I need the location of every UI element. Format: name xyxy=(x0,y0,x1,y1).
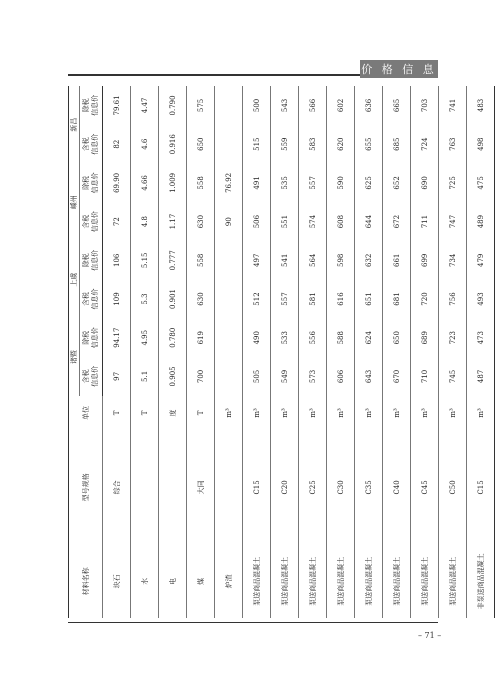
price-cell: 512 xyxy=(243,280,271,319)
material-name-cell: 炉渣 xyxy=(215,545,243,618)
price-cell: 620 xyxy=(327,125,355,164)
price-cell: 0.780 xyxy=(159,318,187,357)
unit-cell: 度 xyxy=(159,396,187,430)
price-cell: 598 xyxy=(327,241,355,280)
material-name-cell: 非泵送商品混凝土 xyxy=(467,545,495,618)
price-cell: 670 xyxy=(383,357,411,396)
price-cell: 672 xyxy=(383,202,411,241)
price-cell: 651 xyxy=(355,280,383,319)
price-cell: 583 xyxy=(299,125,327,164)
price-cell: 487 xyxy=(467,357,495,396)
price-cell: 650 xyxy=(187,125,215,164)
subheader-line: 除税 xyxy=(82,175,90,190)
unit-cell: m³ xyxy=(355,396,383,430)
price-cell xyxy=(215,280,243,319)
price-cell: 97 xyxy=(103,357,131,396)
col-header-spec: 型号规格 xyxy=(69,430,103,545)
price-table-wrapper xyxy=(68,86,485,618)
subheader-line: 信息价 xyxy=(91,327,99,349)
city-header: 嵊州 xyxy=(69,164,80,241)
table-row xyxy=(383,86,411,618)
price-cell: 661 xyxy=(383,241,411,280)
price-cell: 644 xyxy=(355,202,383,241)
spec-cell: C25 xyxy=(299,430,327,545)
price-cell: 763 xyxy=(439,125,467,164)
price-cell xyxy=(215,86,243,125)
spec-cell: C30 xyxy=(327,430,355,545)
price-cell: 655 xyxy=(355,125,383,164)
spec-cell: C20 xyxy=(271,430,299,545)
city-header: 诸暨 xyxy=(69,318,80,395)
unit-cell: m³ xyxy=(327,396,355,430)
price-cell: 643 xyxy=(355,357,383,396)
price-cell: 500 xyxy=(243,86,271,125)
section-title: 价 格 信 息 xyxy=(360,60,438,78)
price-cell: 106 xyxy=(103,241,131,280)
subheader-line: 信息价 xyxy=(91,365,99,387)
price-cell: 4.8 xyxy=(131,202,159,241)
price-cell: 109 xyxy=(103,280,131,319)
price-cell: 619 xyxy=(187,318,215,357)
table-row xyxy=(271,86,299,618)
subheader-incl-tax xyxy=(80,202,103,241)
price-cell: 581 xyxy=(299,280,327,319)
price-cell: 4.66 xyxy=(131,164,159,203)
subheader-line: 信息价 xyxy=(91,211,99,233)
price-cell: 497 xyxy=(243,241,271,280)
price-cell: 700 xyxy=(187,357,215,396)
material-name-cell: 泵送商品混凝土 xyxy=(243,545,271,618)
price-cell: 4.95 xyxy=(131,318,159,357)
price-cell: 557 xyxy=(299,164,327,203)
price-cell: 588 xyxy=(327,318,355,357)
price-cell: 725 xyxy=(439,164,467,203)
page-number: – 71 – xyxy=(418,631,442,640)
price-cell: 608 xyxy=(327,202,355,241)
table-row xyxy=(159,86,187,618)
price-cell: 498 xyxy=(467,125,495,164)
price-cell: 724 xyxy=(411,125,439,164)
price-cell: 630 xyxy=(187,202,215,241)
spec-cell: 大同 xyxy=(187,430,215,545)
price-cell xyxy=(215,357,243,396)
subheader-incl-tax xyxy=(80,280,103,319)
price-cell: 681 xyxy=(383,280,411,319)
price-cell: 0.790 xyxy=(159,86,187,125)
price-cell xyxy=(215,125,243,164)
table-row xyxy=(299,86,327,618)
col-header-name: 材料名称 xyxy=(69,545,103,618)
price-cell: 535 xyxy=(271,164,299,203)
price-cell: 699 xyxy=(411,241,439,280)
unit-cell: T xyxy=(187,396,215,430)
material-name-cell: 泵送商品混凝土 xyxy=(355,545,383,618)
material-name-cell: 水 xyxy=(131,545,159,618)
price-table xyxy=(68,86,495,618)
spec-cell: C15 xyxy=(243,430,271,545)
spec-cell: C15 xyxy=(467,430,495,545)
spec-cell xyxy=(159,430,187,545)
subheader-line: 含税 xyxy=(82,137,90,152)
footer-rule xyxy=(68,622,438,623)
price-cell: 90 xyxy=(215,202,243,241)
price-cell: 665 xyxy=(383,86,411,125)
table-row xyxy=(215,86,243,618)
material-name-cell: 泵送商品混凝土 xyxy=(439,545,467,618)
price-cell: 76.92 xyxy=(215,164,243,203)
price-cell: 551 xyxy=(271,202,299,241)
price-cell: 558 xyxy=(187,241,215,280)
price-cell: 0.901 xyxy=(159,280,187,319)
price-cell: 602 xyxy=(327,86,355,125)
price-cell: 5.15 xyxy=(131,241,159,280)
material-name-cell: 泵送商品混凝土 xyxy=(271,545,299,618)
price-cell: 606 xyxy=(327,357,355,396)
price-cell: 515 xyxy=(243,125,271,164)
price-cell: 652 xyxy=(383,164,411,203)
price-cell: 689 xyxy=(411,318,439,357)
price-cell: 710 xyxy=(411,357,439,396)
spec-cell: C40 xyxy=(383,430,411,545)
price-cell: 703 xyxy=(411,86,439,125)
price-cell xyxy=(215,241,243,280)
price-cell: 624 xyxy=(355,318,383,357)
price-cell: 490 xyxy=(243,318,271,357)
material-name-cell: 泵送商品混凝土 xyxy=(299,545,327,618)
price-cell: 1.009 xyxy=(159,164,187,203)
subheader-line: 除税 xyxy=(82,98,90,113)
price-cell: 533 xyxy=(271,318,299,357)
spec-cell xyxy=(215,430,243,545)
material-name-cell: 泵送商品混凝土 xyxy=(411,545,439,618)
price-cell: 564 xyxy=(299,241,327,280)
spec-cell: C50 xyxy=(439,430,467,545)
unit-cell: m³ xyxy=(439,396,467,430)
price-cell: 711 xyxy=(411,202,439,241)
price-cell: 72 xyxy=(103,202,131,241)
price-cell: 5.3 xyxy=(131,280,159,319)
price-cell: 1.17 xyxy=(159,202,187,241)
material-name-cell: 块石 xyxy=(103,545,131,618)
subheader-line: 信息价 xyxy=(91,172,99,194)
unit-cell: m³ xyxy=(243,396,271,430)
subheader-line: 信息价 xyxy=(91,94,99,116)
material-name-cell: 泵送商品混凝土 xyxy=(383,545,411,618)
price-cell: 630 xyxy=(187,280,215,319)
unit-cell: m³ xyxy=(467,396,495,430)
subheader-line: 信息价 xyxy=(91,249,99,271)
price-cell: 543 xyxy=(271,86,299,125)
price-cell: 685 xyxy=(383,125,411,164)
price-cell: 747 xyxy=(439,202,467,241)
table-row xyxy=(243,86,271,618)
unit-cell: m³ xyxy=(215,396,243,430)
subheader-line: 含税 xyxy=(82,292,90,307)
price-cell: 573 xyxy=(299,357,327,396)
price-cell: 650 xyxy=(383,318,411,357)
city-header: 新昌 xyxy=(69,86,80,164)
price-cell: 506 xyxy=(243,202,271,241)
col-header-unit: 单位 xyxy=(69,396,103,430)
price-cell: 741 xyxy=(439,86,467,125)
price-table-body xyxy=(103,86,495,618)
price-cell: 4.6 xyxy=(131,125,159,164)
price-cell: 557 xyxy=(271,280,299,319)
spec-cell: C45 xyxy=(411,430,439,545)
city-header: 上虞 xyxy=(69,241,80,318)
spec-cell: 综合 xyxy=(103,430,131,545)
subheader-excl-tax xyxy=(80,318,103,357)
unit-cell: m³ xyxy=(383,396,411,430)
price-cell: 566 xyxy=(299,86,327,125)
subheader-excl-tax xyxy=(80,241,103,280)
price-cell: 616 xyxy=(327,280,355,319)
price-cell: 0.905 xyxy=(159,357,187,396)
unit-cell: m³ xyxy=(299,396,327,430)
price-cell: 4.47 xyxy=(131,86,159,125)
price-cell: 493 xyxy=(467,280,495,319)
price-cell: 94.17 xyxy=(103,318,131,357)
price-cell: 5.1 xyxy=(131,357,159,396)
subheader-excl-tax xyxy=(80,164,103,203)
table-row xyxy=(439,86,467,618)
material-name-cell: 煤 xyxy=(187,545,215,618)
subheader-incl-tax xyxy=(80,125,103,164)
price-cell: 734 xyxy=(439,241,467,280)
unit-cell: T xyxy=(103,396,131,430)
subheader-line: 除税 xyxy=(82,253,90,268)
table-row xyxy=(355,86,383,618)
price-cell: 82 xyxy=(103,125,131,164)
price-cell: 625 xyxy=(355,164,383,203)
price-cell: 479 xyxy=(467,241,495,280)
price-cell: 491 xyxy=(243,164,271,203)
table-row xyxy=(103,86,131,618)
price-cell: 541 xyxy=(271,241,299,280)
price-cell: 483 xyxy=(467,86,495,125)
subheader-line: 信息价 xyxy=(91,288,99,310)
price-cell xyxy=(215,318,243,357)
table-row xyxy=(327,86,355,618)
table-row xyxy=(411,86,439,618)
material-name-cell: 泵送商品混凝土 xyxy=(327,545,355,618)
table-row xyxy=(187,86,215,618)
price-cell: 505 xyxy=(243,357,271,396)
subheader-incl-tax xyxy=(80,357,103,396)
price-cell: 723 xyxy=(439,318,467,357)
price-cell: 690 xyxy=(411,164,439,203)
price-cell: 69.90 xyxy=(103,164,131,203)
price-cell: 720 xyxy=(411,280,439,319)
price-cell: 473 xyxy=(467,318,495,357)
unit-cell: m³ xyxy=(271,396,299,430)
price-cell: 558 xyxy=(187,164,215,203)
subheader-line: 除税 xyxy=(82,330,90,345)
price-cell: 756 xyxy=(439,280,467,319)
subheader-excl-tax xyxy=(80,86,103,125)
table-row xyxy=(467,86,495,618)
price-cell: 79.61 xyxy=(103,86,131,125)
price-cell: 745 xyxy=(439,357,467,396)
subheader-line: 含税 xyxy=(82,369,90,384)
subheader-line: 信息价 xyxy=(91,133,99,155)
price-cell: 632 xyxy=(355,241,383,280)
price-cell: 575 xyxy=(187,86,215,125)
price-table-rotated xyxy=(68,86,485,618)
unit-cell: T xyxy=(131,396,159,430)
price-cell: 489 xyxy=(467,202,495,241)
price-cell: 549 xyxy=(271,357,299,396)
material-name-cell: 电 xyxy=(159,545,187,618)
price-cell: 590 xyxy=(327,164,355,203)
subheader-line: 含税 xyxy=(82,214,90,229)
price-cell: 636 xyxy=(355,86,383,125)
unit-cell: m³ xyxy=(411,396,439,430)
spec-cell: C35 xyxy=(355,430,383,545)
price-cell: 559 xyxy=(271,125,299,164)
price-cell: 574 xyxy=(299,202,327,241)
spec-cell xyxy=(131,430,159,545)
table-row xyxy=(131,86,159,618)
price-cell: 0.916 xyxy=(159,125,187,164)
price-cell: 475 xyxy=(467,164,495,203)
price-cell: 556 xyxy=(299,318,327,357)
price-cell: 0.777 xyxy=(159,241,187,280)
